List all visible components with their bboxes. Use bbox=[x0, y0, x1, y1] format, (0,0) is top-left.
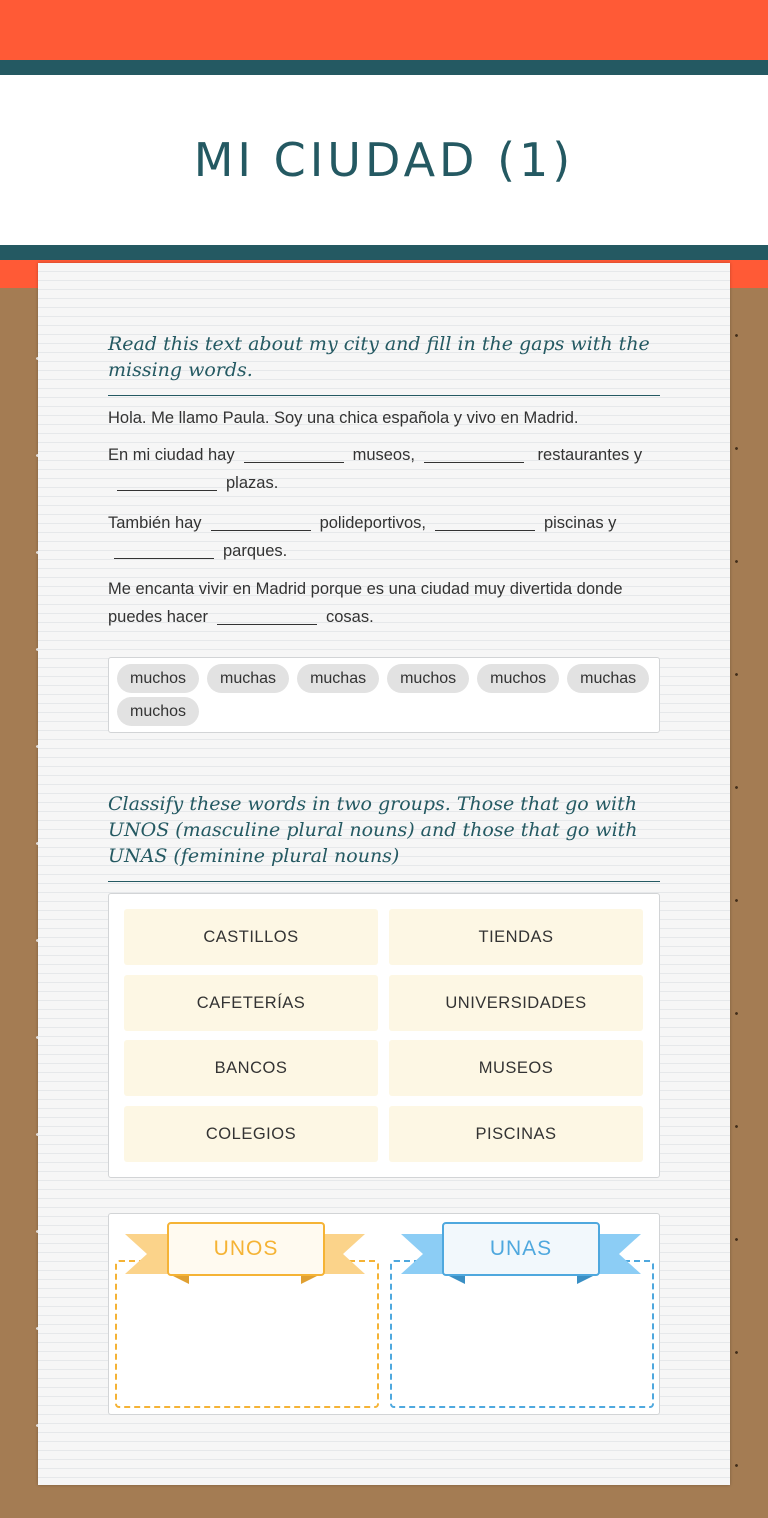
text-segment: parques. bbox=[223, 542, 288, 560]
worksheet-paper bbox=[38, 263, 730, 1485]
word-chip[interactable]: muchos bbox=[117, 664, 199, 693]
text-paragraph-2 bbox=[108, 441, 660, 497]
gap-blank-3[interactable] bbox=[117, 473, 217, 491]
title-area bbox=[0, 75, 768, 245]
top-color-band bbox=[0, 0, 768, 60]
word-card[interactable]: COLEGIOS bbox=[124, 1106, 378, 1162]
word-card[interactable]: CASTILLOS bbox=[124, 909, 378, 965]
gap-blank-6[interactable] bbox=[114, 541, 214, 559]
group-label-unas: UNAS bbox=[442, 1222, 600, 1276]
gap-blank-5[interactable] bbox=[435, 513, 535, 531]
exercise2-divider bbox=[108, 881, 660, 882]
word-chip[interactable]: muchas bbox=[297, 664, 379, 693]
word-chip[interactable]: muchas bbox=[567, 664, 649, 693]
text-segment: Me encanta vivir en Madrid porque es una ciudad muy divertida donde puedes hacer bbox=[108, 580, 623, 626]
groups-container bbox=[108, 1213, 660, 1415]
page-title: MI CIUDAD (1) bbox=[193, 133, 575, 187]
text-line-1: Hola. Me llamo Paula. Soy una chica española y vivo en Madrid. bbox=[108, 409, 579, 427]
text-segment: En mi ciudad hay bbox=[108, 446, 235, 464]
gap-blank-7[interactable] bbox=[217, 607, 317, 625]
gap-blank-4[interactable] bbox=[211, 513, 311, 531]
exercise1-instruction: Read this text about my city and fill in the gaps with the missing words. bbox=[108, 333, 650, 381]
text-paragraph-4 bbox=[108, 575, 660, 631]
text-segment: También hay bbox=[108, 514, 202, 532]
bottom-stripe bbox=[0, 245, 768, 260]
text-segment: polideportivos, bbox=[319, 514, 426, 532]
word-chip[interactable]: muchos bbox=[117, 697, 199, 726]
word-card[interactable]: CAFETERÍAS bbox=[124, 975, 378, 1031]
gap-blank-2[interactable] bbox=[424, 445, 524, 463]
exercise1-divider bbox=[108, 395, 660, 396]
word-bank bbox=[108, 657, 660, 733]
text-segment: plazas. bbox=[226, 474, 279, 492]
word-chip[interactable]: muchas bbox=[207, 664, 289, 693]
word-cards-container bbox=[108, 893, 660, 1178]
exercise2-instruction: Classify these words in two groups. Those that go with UNOS (masculine plural nouns) and those that go with UNAS (feminine plural nouns) bbox=[108, 793, 638, 867]
word-card[interactable]: TIENDAS bbox=[389, 909, 643, 965]
text-paragraph-3 bbox=[108, 509, 660, 565]
word-card[interactable]: MUSEOS bbox=[389, 1040, 643, 1096]
text-segment: cosas. bbox=[326, 608, 374, 626]
gap-blank-1[interactable] bbox=[244, 445, 344, 463]
text-segment: museos, bbox=[352, 446, 415, 464]
top-stripe bbox=[0, 60, 768, 75]
word-card[interactable]: BANCOS bbox=[124, 1040, 378, 1096]
group-label-unos: UNOS bbox=[167, 1222, 325, 1276]
text-segment: restaurantes y bbox=[537, 446, 643, 464]
word-chip[interactable]: muchos bbox=[477, 664, 559, 693]
word-chip[interactable]: muchos bbox=[387, 664, 469, 693]
word-card[interactable]: PISCINAS bbox=[389, 1106, 643, 1162]
text-segment: piscinas y bbox=[543, 514, 617, 532]
word-card[interactable]: UNIVERSIDADES bbox=[389, 975, 643, 1031]
